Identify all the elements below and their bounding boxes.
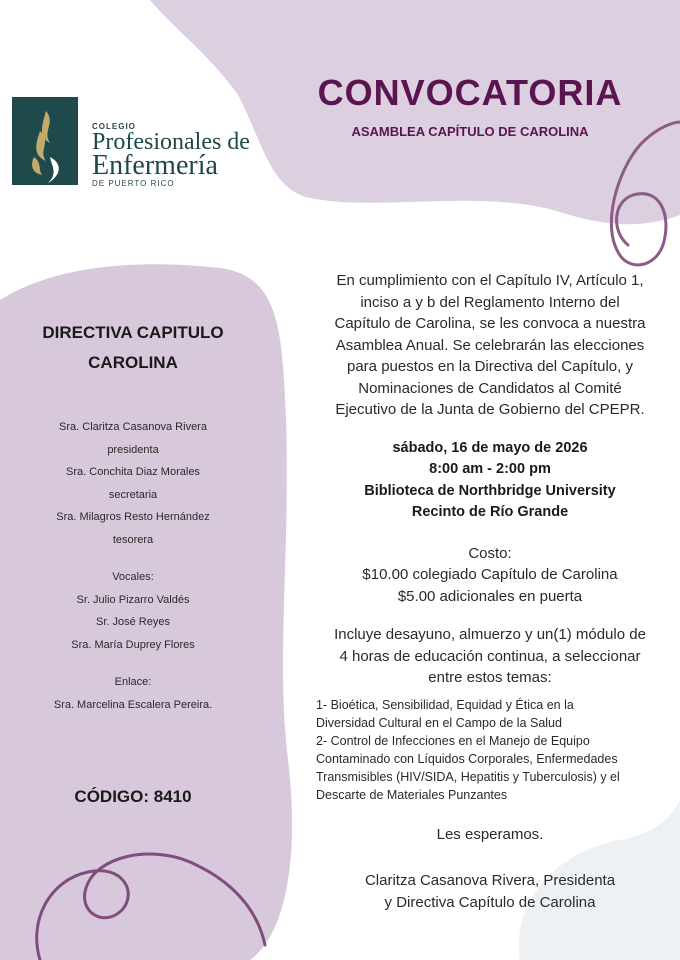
directive-member-list <box>18 416 248 716</box>
includes-line: entre estos temas: <box>428 669 552 686</box>
signature-line-2: y Directiva Capítulo de Carolina <box>384 893 596 911</box>
topics-list <box>316 696 666 804</box>
vocal-name: Sra. María Duprey Flores <box>71 638 195 651</box>
event-campus: Recinto de Río Grande <box>411 504 569 520</box>
includes-line: Incluye desayuno, almuerzo y un(1) módulo de <box>334 626 646 643</box>
signature-block <box>314 870 666 913</box>
topic-line: Contaminado con Líquidos Corporales, Enfermedades <box>316 752 618 766</box>
includes-line: 4 horas de educación continua, a seleccionar <box>339 647 641 665</box>
intro-line: Capítulo de Carolina, se les convoca a nuestra <box>334 315 646 332</box>
intro-line: Ejecutivo de la Junta de Gobierno del CPEPR. <box>335 401 645 418</box>
cost-label: Costo: <box>468 544 512 562</box>
intro-line: En cumplimiento con el Capítulo IV, Artículo 1, <box>336 272 644 289</box>
officer-role: presidenta <box>107 443 159 456</box>
event-date: sábado, 16 de mayo de 2026 <box>392 439 588 456</box>
intro-line: Asamblea Anual. Se celebrarán las elecciones <box>335 336 645 354</box>
topic-line: 1- Bioética, Sensibilidad, Equidad y Ética en la <box>316 698 574 712</box>
intro-line: inciso a y b del Reglamento Interno del <box>360 293 620 311</box>
logo-line-1: Profesionales de <box>92 129 250 155</box>
logo-emblem <box>12 97 78 185</box>
officer-role: secretaria <box>108 488 158 501</box>
officer-name: Sra. Conchita Diaz Morales <box>66 466 200 478</box>
cost-line-1: $10.00 colegiado Capítulo de Carolina <box>362 566 618 583</box>
intro-paragraph <box>314 270 666 421</box>
vocal-name: Sr. Julio Pizarro Valdés <box>76 593 190 606</box>
officer-name: Sra. Milagros Resto Hernández <box>56 511 210 523</box>
closing-text: Les esperamos. <box>436 826 544 843</box>
cost-line-2: $5.00 adicionales en puerta <box>397 587 583 605</box>
signature-line-1: Claritza Casanova Rivera, Presidenta <box>364 872 616 889</box>
vocal-name: Sr. José Reyes <box>96 616 170 628</box>
logo-line-3: DE PUERTO RICO <box>92 179 175 186</box>
topic-line: Transmisibles (HIV/SIDA, Hepatitis y Tuberculosis) y el <box>316 770 620 784</box>
enlace-label: Enlace: <box>114 676 152 688</box>
vocales-label: Vocales: <box>112 571 154 583</box>
event-time: 8:00 am - 2:00 pm <box>429 461 551 477</box>
intro-line: para puestos en la Directiva del Capítulo, y <box>347 358 633 375</box>
enlace-name: Sra. Marcelina Escalera Pereira. <box>53 698 213 711</box>
page-subtitle: ASAMBLEA CAPÍTULO DE CAROLINA <box>351 124 589 139</box>
officer-name: Sra. Claritza Casanova Rivera <box>59 421 207 433</box>
main-announcement <box>314 270 666 689</box>
page-title: CONVOCATORIA <box>317 72 623 113</box>
cost-section <box>314 543 666 608</box>
includes-paragraph <box>314 624 666 689</box>
flame-icon <box>12 97 78 185</box>
chapter-code: CÓDIGO: 8410 <box>74 787 192 806</box>
topic-line: Diversidad Cultural en el Campo de la Salud <box>316 716 562 730</box>
sidebar-title-line-2: CAROLINA <box>88 353 178 372</box>
officer-role: tesorera <box>112 533 154 546</box>
logo-line-2: Enfermería <box>92 150 218 181</box>
topic-line: Descarte de Materiales Punzantes <box>316 788 508 802</box>
event-place: Biblioteca de Northbridge University <box>364 482 616 499</box>
intro-line: Nominaciones de Candidatos al Comité <box>358 379 622 397</box>
topic-line: 2- Control de Infecciones en el Manejo de Equipo <box>316 734 590 748</box>
event-details <box>314 438 666 524</box>
logo <box>12 97 262 189</box>
logo-college-label: COLEGIO <box>92 122 136 131</box>
sidebar-title-line-1: DIRECTIVA CAPITULO <box>42 323 224 342</box>
sidebar-title <box>18 318 248 378</box>
